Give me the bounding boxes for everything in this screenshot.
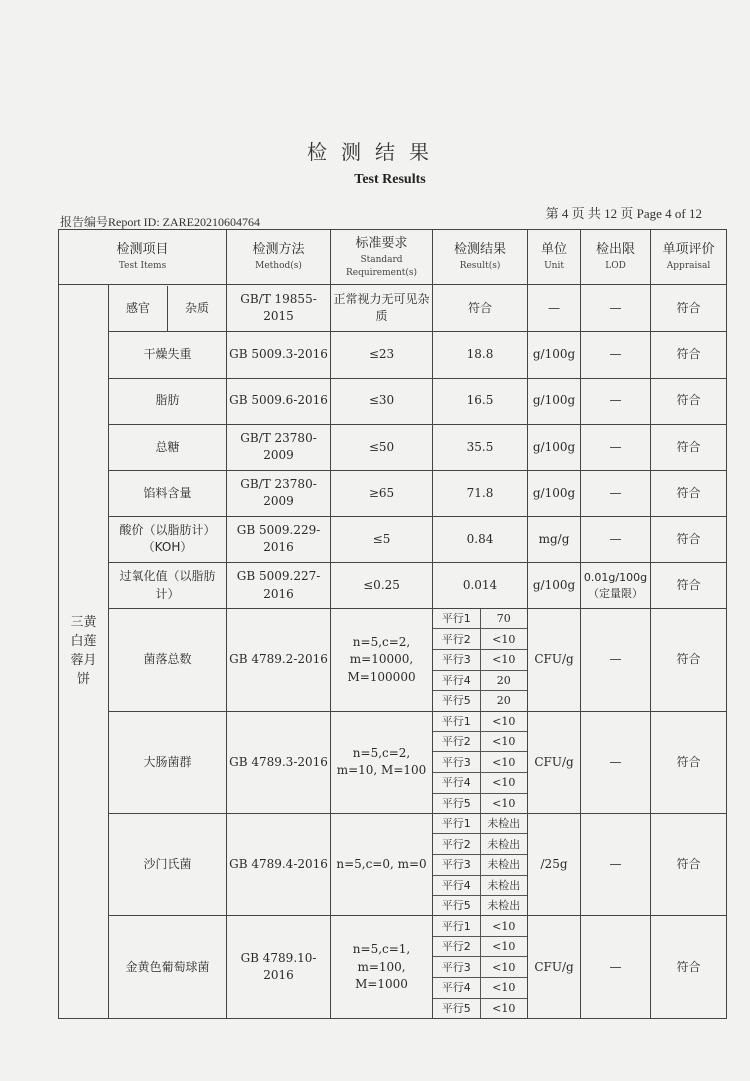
method-cell: GB/T 23780-2009 [227,470,331,516]
replicate-label: 平行5 [433,896,480,916]
replicate-value: 未检出 [480,814,527,834]
table-row [59,516,727,562]
method-cell: GB 5009.229-2016 [227,516,331,562]
table-row [59,916,727,1019]
result-cell [433,711,528,813]
item-name: 脂肪 [109,378,227,424]
lod-cell: — [581,424,651,470]
unit-cell: CFU/g [528,916,581,1019]
method-cell: GB 5009.227-2016 [227,563,331,609]
lod-cell: — [581,516,651,562]
item-name: 酸价（以脂肪计）（KOH） [109,516,227,562]
header-unit: 单位 Unit [528,230,581,285]
standard-cell: ≤23 [331,332,433,378]
item-name: 杂质 [184,300,209,315]
replicate-value: <10 [480,731,527,752]
lod-cell: — [581,378,651,424]
replicate-value: <10 [480,773,527,794]
lod-cell: — [581,609,651,711]
result-cell: 16.5 [433,378,528,424]
replicate-value: <10 [480,916,527,936]
replicate-value: <10 [480,629,527,650]
standard-cell: n=5,c=2, m=10, M=100 [331,711,433,813]
appraisal-cell: 符合 [651,424,727,470]
appraisal-cell: 符合 [651,516,727,562]
header-appraisal: 单项评价 Appraisal [651,230,727,285]
standard-cell: ≤5 [331,516,433,562]
standard-cell: n=5,c=1, m=100, M=1000 [331,916,433,1019]
appraisal-cell: 符合 [651,332,727,378]
lod-cell: — [581,332,651,378]
item-name: 大肠菌群 [109,711,227,813]
method-cell: GB 4789.2-2016 [227,609,331,711]
result-cell: 18.8 [433,332,528,378]
header-lod: 检出限 LOD [581,230,651,285]
item-name: 过氧化值（以脂肪计） [109,563,227,609]
method-cell: GB 5009.3-2016 [227,332,331,378]
replicate-label: 平行2 [433,731,480,752]
item-name: 干燥失重 [109,332,227,378]
report-id: 报告编号Report ID: ZARE20210604764 [60,215,260,229]
unit-cell: CFU/g [528,711,581,813]
appraisal-cell: 符合 [651,711,727,813]
replicate-value: <10 [480,650,527,671]
unit-cell: g/100g [528,563,581,609]
appraisal-cell: 符合 [651,814,727,916]
table-row [59,470,727,516]
replicate-value: <10 [480,752,527,773]
replicate-value: 未检出 [487,899,521,913]
standard-cell: 正常视力无可见杂质 [331,285,433,332]
replicate-label: 平行4 [433,978,480,999]
replicate-value: 70 [480,609,527,629]
method-cell: GB/T 19855-2015 [227,285,331,332]
replicate-label: 平行4 [433,875,480,896]
unit-cell: g/100g [528,332,581,378]
replicate-value: <10 [480,712,527,732]
lod-cell: — [581,711,651,813]
replicate-value: <10 [480,957,527,978]
table-row [59,711,727,813]
table-row [59,424,727,470]
replicate-label: 平行2 [433,834,480,855]
result-cell: 71.8 [433,470,528,516]
product-name: 三黄白莲蓉月饼 [59,285,109,1019]
standard-cell: ≥65 [331,470,433,516]
result-cell: 0.84 [433,516,528,562]
table-row [59,285,727,332]
result-cell [433,609,528,711]
unit-cell: g/100g [528,470,581,516]
table-row [59,563,727,609]
results-table [58,229,727,1019]
replicate-value: 未检出 [480,875,527,896]
result-cell: 符合 [433,285,528,332]
result-cell [433,814,528,916]
replicate-label: 平行1 [433,609,480,629]
item-name: 沙门氏菌 [109,814,227,916]
replicate-label: 平行2 [433,629,480,650]
table-header-row [59,230,727,285]
unit-cell: g/100g [528,378,581,424]
method-cell: GB 4789.10-2016 [227,916,331,1019]
method-cell: GB/T 23780-2009 [227,424,331,470]
replicate-value: <10 [492,1001,516,1015]
table-row [59,378,727,424]
replicate-label: 平行1 [433,814,480,834]
header-method: 检测方法 Method(s) [227,230,331,285]
item-name: 馅料含量 [109,470,227,516]
replicate-value: <10 [492,796,516,810]
replicate-label: 平行1 [433,712,480,732]
standard-cell: n=5,c=0, m=0 [331,814,433,916]
replicate-value: 20 [496,694,511,708]
replicate-table [433,609,527,710]
header-test-items: 检测项目 Test Items [59,230,227,285]
replicate-value: <10 [480,978,527,999]
header-result: 检测结果 Result(s) [433,230,528,285]
appraisal-cell: 符合 [651,378,727,424]
replicate-table [433,712,527,813]
replicate-label: 平行5 [433,793,480,813]
appraisal-cell: 符合 [651,470,727,516]
item-cell [109,286,226,331]
replicate-label: 平行2 [433,936,480,957]
unit-cell: /25g [528,814,581,916]
page-title: 检测结果 [307,140,443,164]
replicate-label: 平行5 [433,691,480,711]
replicate-label: 平行1 [433,916,480,936]
replicate-label: 平行5 [433,998,480,1018]
appraisal-cell: 符合 [651,609,727,711]
unit-cell: — [528,285,581,332]
lod-cell: — [581,814,651,916]
replicate-label: 平行3 [433,854,480,875]
unit-cell: mg/g [528,516,581,562]
lod-cell: 0.01g/100g（定量限） [581,563,651,609]
lod-cell: — [581,470,651,516]
method-cell: GB 4789.4-2016 [227,814,331,916]
standard-cell: ≤30 [331,378,433,424]
replicate-table [433,916,527,1018]
method-cell: GB 4789.3-2016 [227,711,331,813]
result-cell: 0.014 [433,563,528,609]
lod-cell: — [581,916,651,1019]
appraisal-cell: 符合 [651,285,727,332]
appraisal-cell: 符合 [651,563,727,609]
appraisal-cell: 符合 [651,916,727,1019]
table-row [59,609,727,711]
replicate-label: 平行3 [433,752,480,773]
unit-cell: g/100g [528,424,581,470]
method-cell: GB 5009.6-2016 [227,378,331,424]
standard-cell: n=5,c=2, m=10000, M=100000 [331,609,433,711]
replicate-value: 未检出 [480,854,527,875]
table-row [59,814,727,916]
standard-cell: ≤50 [331,424,433,470]
unit-cell: CFU/g [528,609,581,711]
item-category: 感官 [109,286,168,331]
item-name: 金黄色葡萄球菌 [109,916,227,1019]
replicate-value: 未检出 [480,834,527,855]
page-subtitle: Test Results [354,172,426,187]
replicate-label: 平行4 [433,773,480,794]
item-name: 菌落总数 [109,609,227,711]
replicate-label: 平行3 [433,650,480,671]
result-cell [433,916,528,1019]
standard-cell: ≤0.25 [331,563,433,609]
lod-cell: — [581,285,651,332]
replicate-value: 20 [480,670,527,691]
replicate-table [433,814,527,915]
page-number: 第 4 页 共 12 页 Page 4 of 12 [545,206,702,221]
replicate-value: <10 [480,936,527,957]
result-cell: 35.5 [433,424,528,470]
table-row [59,332,727,378]
item-name: 总糖 [109,424,227,470]
replicate-label: 平行4 [433,670,480,691]
header-standard: 标准要求 Standard Requirement(s) [331,230,433,285]
replicate-label: 平行3 [433,957,480,978]
